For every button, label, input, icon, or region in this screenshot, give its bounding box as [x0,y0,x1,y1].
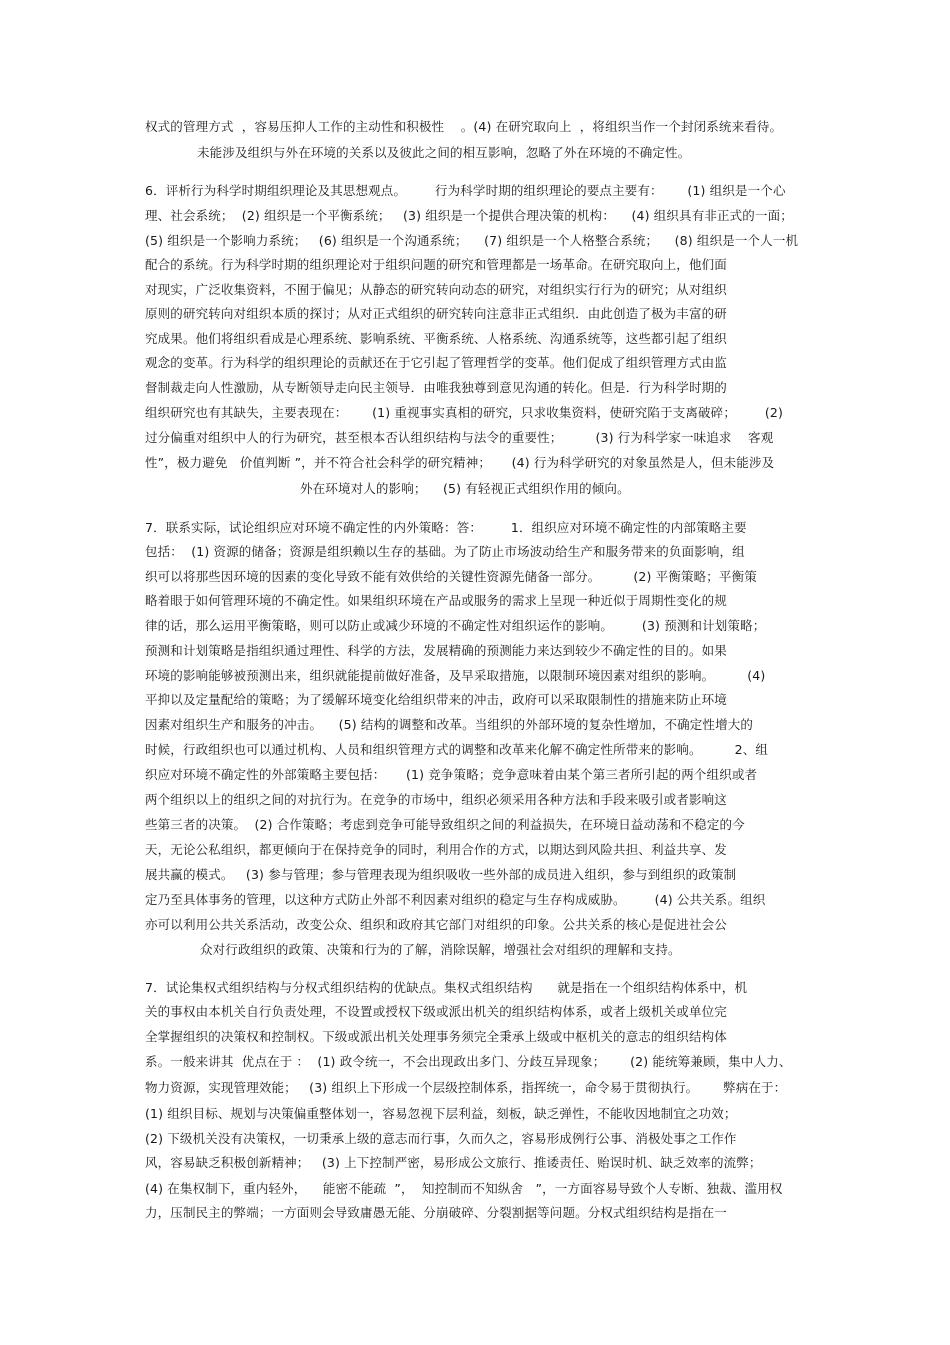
text-line: 系。一般来讲其 优点在于 ： (1) 政令统一，不会出现政出多门、分歧互异现象； (2) 能统筹兼顾，集中人力、 [145,1054,792,1069]
text-line: 组织研究也有其缺失，主要表现在： (1) 重视事实真相的研究，只求收集资料，使研究陷于支离破碎； (2) [145,405,783,420]
text-line: 外在环境对人的影响； (5) 有轻视正式组织作用的倾向。 [300,481,630,496]
text-line: 权式的管理方式 ，容易压抑人工作的主动性和积极性 。(4) 在研究取向上 ，将组织当作一个封闭系统来看待。 [145,119,783,134]
text-line: (5) 组织是一个影响力系统； (6) 组织是一个沟通系统； (7) 组织是一个人格整合系统； (8) 组织是一个人一机 [145,233,799,248]
text-line: 包括： (1) 资源的储备；资源是组织赖以生存的基础。为了防止市场波动给生产和服务带来的负面影响，组 [145,544,745,559]
text-line: 时候，行政组织也可以通过机构、人员和组织管理方式的调整和改革来化解不确定性所带来的影响。 2、组 [145,742,768,757]
text-line: 全掌握组织的决策权和控制权。下级或派出机关处理事务须完全秉承上级或中枢机关的意志的组织结构体 [145,1029,727,1044]
text-line: 性”，极力避免 价值判断 ”，并不符合社会科学的研究精神； (4) 行为科学研究的对象虽然是人，但未能涉及 [145,455,775,470]
text-line: 7．联系实际，试论组织应对环境不确定性的内外策略：答： 1．组织应对环境不确定性的内部策略主要 [145,520,747,535]
text-line: 平抑以及定量配给的策略；为了缓解环境变化给组织带来的冲击，政府可以采取限制性的措施来防止环境 [145,692,727,707]
text-line: 理、社会系统； (2) 组织是一个平衡系统； (3) 组织是一个提供合理决策的机构： (4) 组织具有非正式的一面； [145,208,793,223]
text-line: 定乃至具体事务的管理，以这种方式防止外部不利因素对组织的稳定与生存构成威胁。 (4) 公共关系。组织 [145,892,766,907]
text-line: 亦可以利用公共关系活动，改变公众、组织和政府其它部门对组织的印象。公共关系的核心是促进社会公 [145,917,727,932]
text-line: 律的话，那么运用平衡策略，则可以防止或减少环境的不确定性对组织运作的影响。 (3) 预测和计划策略； [145,618,766,633]
text-line: 风，容易缺乏积极创新精神； (3) 上下控制严密，易形成公文旅行、推诿责任、贻误时机、缺乏效率的流弊； [145,1155,762,1170]
text-line: 略着眼于如何管理环境的不确定性。如果组织环境在产品或服务的需求上呈现一种近似于周期性变化的规 [145,593,727,608]
text-line: 预测和计划策略是指组织通过理性、科学的方法，发展精确的预测能力来达到较少不确定性的目的。如果 [145,643,727,658]
text-line: (1) 组织目标、规划与决策偏重整体划一，容易忽视下层利益，刻板，缺乏弹性，不能收因地制宜之功效； [145,1106,737,1121]
text-line: 究成果。他们将组织看成是心理系统、影响系统、平衡系统、人格系统、沟通系统等，这些都引起了组织 [145,331,727,346]
text-line: 关的事权由本机关自行负责处理，不设置或授权下级或派出机关的组织结构体系，或者上级机关或单位完 [145,1004,727,1019]
text-line: (4) 在集权制下，重内轻外， 能密不能疏 ”， 知控制而不知纵舍 ”，一方面容易导致个人专断、独裁、滥用权 [145,1181,783,1196]
text-line: 7．试论集权式组织结构与分权式组织结构的优缺点。集权式组织结构 就是指在一个组织结构体系中，机 [145,980,748,995]
text-line: 观念的变革。行为科学的组织理论的贡献还在于它引起了管理哲学的变革。他们促成了组织管理方式由监 [145,355,727,370]
text-line: 过分偏重对组织中人的行为研究，甚至根本否认组织结构与法令的重要性； (3) 行为科学家一味追求 客观 [145,430,774,445]
text-line: 织应对环境不确定性的外部策略主要包括： (1) 竞争策略；竞争意味着由某个第三者所引起的两个组织或者 [145,767,758,782]
text-line: 环境的影响能够被预测出来，组织就能提前做好准备，及早采取措施，以限制环境因素对组织的影响。 (4) [145,668,766,683]
text-line: 因素对组织生产和服务的冲击。 (5) 结构的调整和改革。当组织的外部环境的复杂性增加，不确定性增大的 [145,717,754,732]
text-line: 两个组织以上的组织之间的对抗行为。在竞争的市场中，组织必须采用各种方法和手段来吸引或者影响这 [145,792,727,807]
text-line: 原则的研究转向对组织本质的探讨；从对正式组织的研究转向注意非正式组织．由此创造了极为丰富的研 [145,306,727,321]
text-line: 天，无论公私组织，都更倾向于在保持竞争的同时，利用合作的方式，以期达到风险共担、利益共享、发 [145,842,727,857]
text-line: (2) 下级机关没有决策权，一切秉承上级的意志而行事，久而久之，容易形成例行公事、消极处事之工作作 [145,1131,737,1146]
text-line: 展共赢的模式。 (3) 参与管理；参与管理表现为组织吸收一些外部的成员进入组织，参与到组织的政策制 [145,867,737,882]
text-line: 力，压制民主的弊端；一方面则会导致庸愚无能、分崩破碎、分裂割据等问题。分权式组织结构是指在一 [145,1205,727,1220]
text-line: 6．评析行为科学时期组织理论及其思想观点。 行为科学时期的组织理论的要点主要有： (1) 组织是一个心 [145,183,786,198]
text-line: 未能涉及组织与外在环境的关系以及彼此之间的相互影响，忽略了外在环境的不确定性。 [197,145,691,160]
text-line: 对现实，广泛收集资料，不囿于偏见；从静态的研究转向动态的研究，对组织实行行为的研究；从对组织 [145,282,727,297]
text-line: 督制裁走向人性激励，从专断领导走向民主领导．由唯我独尊到意见沟通的转化。但是．行为科学时期的 [145,380,727,395]
text-line: 配合的系统。行为科学时期的组织理论对于组织问题的研究和管理都是一场革命。在研究取向上，他们面 [145,257,727,272]
text-line: 织可以将那些因环境的因素的变化导致不能有效供给的关键性资源先储备一部分。 (2) 平衡策略；平衡策 [145,569,757,584]
text-line: 些第三者的决策。 (2) 合作策略；考虑到竞争可能导致组织之间的利益损失，在环境日益动荡和不稳定的今 [145,817,745,832]
text-line: 众对行政组织的政策、决策和行为的了解，消除误解，增强社会对组织的理解和支持。 [200,942,681,957]
text-line: 物力资源，实现管理效能； (3) 组织上下形成一个层级控制体系，指挥统一，命令易于贯彻执行。 弊病在于： [145,1080,787,1095]
